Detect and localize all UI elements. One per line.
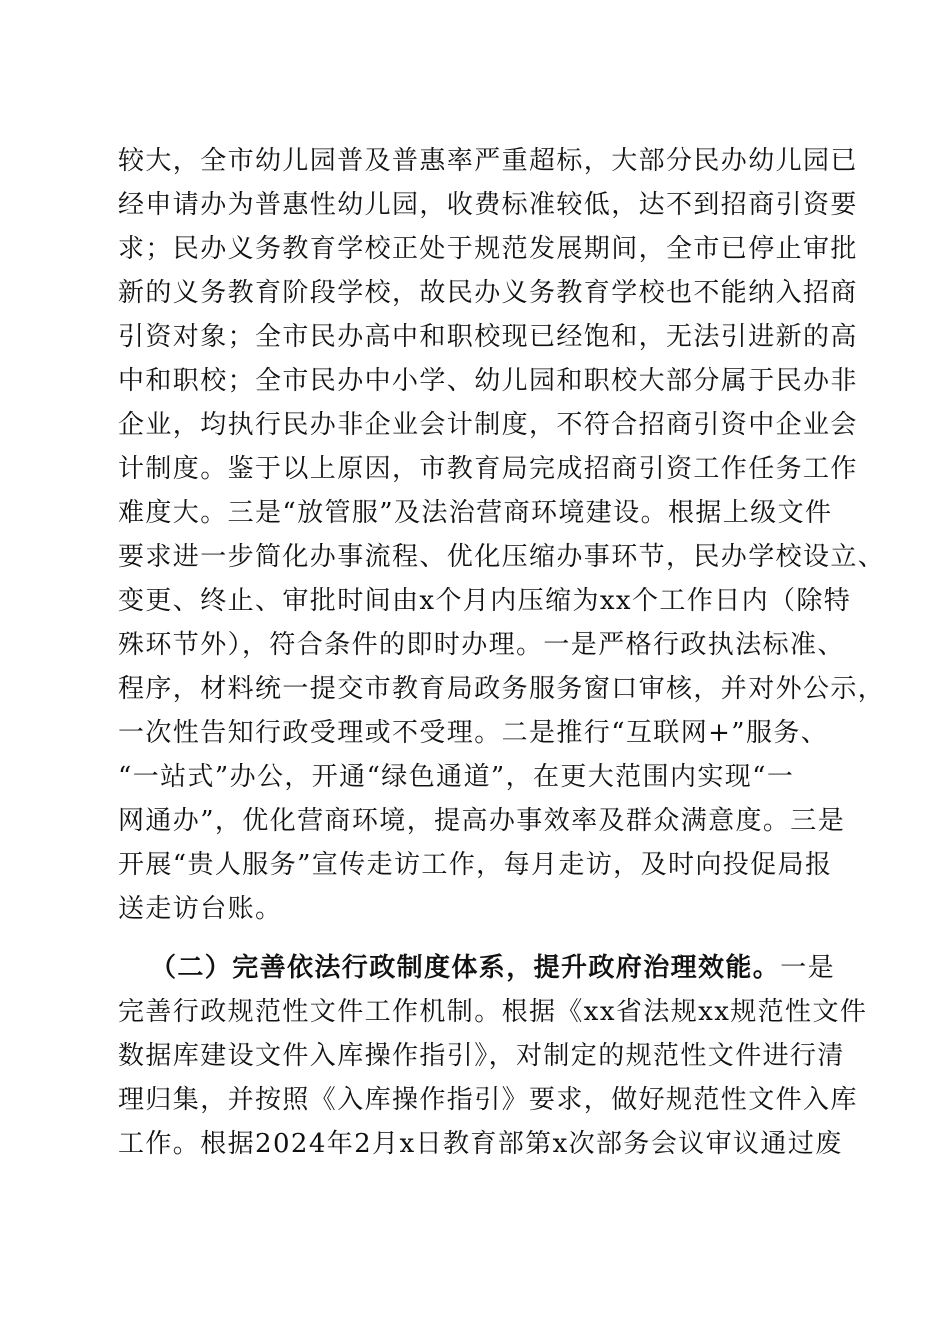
paragraph-1-line: 引资对象；全市民办高中和职校现已经饱和，无法引进新的高 [118,322,858,352]
section-heading-continuation: 一是 [780,953,836,983]
paragraph-2-line: 数据库建设文件入库操作指引》，对制定的规范性文件进行清 [118,1041,845,1071]
paragraph-1-line: 新的义务教育阶段学校，故民办义务教育学校也不能纳入招商 [118,278,858,308]
paragraph-1-line: 难度大。三是“放管服”及法治营商环境建设。根据上级文件 [118,498,833,528]
paragraph-1-line: 求；民办义务教育学校正处于规范发展期间，全市已停止审批 [118,234,858,264]
paragraph-2-line: 工作。根据2024年2月x日教育部第x次部务会议审议通过废 [118,1129,843,1159]
paragraph-1-line: 殊环节外），符合条件的即时办理。一是严格行政执法标准、 [118,630,845,660]
paragraph-1-line: 较大，全市幼儿园普及普惠率严重超标，大部分民办幼儿园已 [118,146,858,176]
paragraph-1-line: 开展“贵人服务”宣传走访工作，每月走访，及时向投促局报 [118,850,833,880]
paragraph-1-line: 计制度。鉴于以上原因，市教育局完成招商引资工作任务工作 [118,454,858,484]
paragraph-1-line: 网通办”，优化营商环境，提高办事效率及群众满意度。三是 [118,806,846,836]
paragraph-1-line: 程序，材料统一提交市教育局政务服务窗口审核，并对外公示， [118,674,886,704]
paragraph-2-line: 完善行政规范性文件工作机制。根据《xx省法规xx规范性文件 [118,997,868,1027]
section-heading: （二）完善依法行政制度体系，提升政府治理效能。 [150,953,781,983]
paragraph-2-line: 理归集，并按照《入库操作指引》要求，做好规范性文件入库 [118,1085,858,1115]
paragraph-1-line: 变更、终止、审批时间由x个月内压缩为xx个工作日内（除特 [118,586,852,616]
paragraph-1-line: 企业，均执行民办非企业会计制度，不符合招商引资中企业会 [118,410,858,440]
paragraph-1-line: 要求进一步简化办事流程、优化压缩办事环节，民办学校设立、 [118,542,886,572]
paragraph-2-first-line [150,953,870,983]
paragraph-1-line: 一次性告知行政受理或不受理。二是推行“互联网+”服务、 [118,718,829,748]
paragraph-1-line: 经申请办为普惠性幼儿园，收费标准较低，达不到招商引资要 [118,190,858,220]
paragraph-1-line: 中和职校；全市民办中小学、幼儿园和职校大部分属于民办非 [118,366,858,396]
paragraph-1-line: “一站式”办公，开通“绿色通道”，在更大范围内实现“一 [118,762,795,792]
paragraph-1-line: 送走访台账。 [118,894,283,924]
